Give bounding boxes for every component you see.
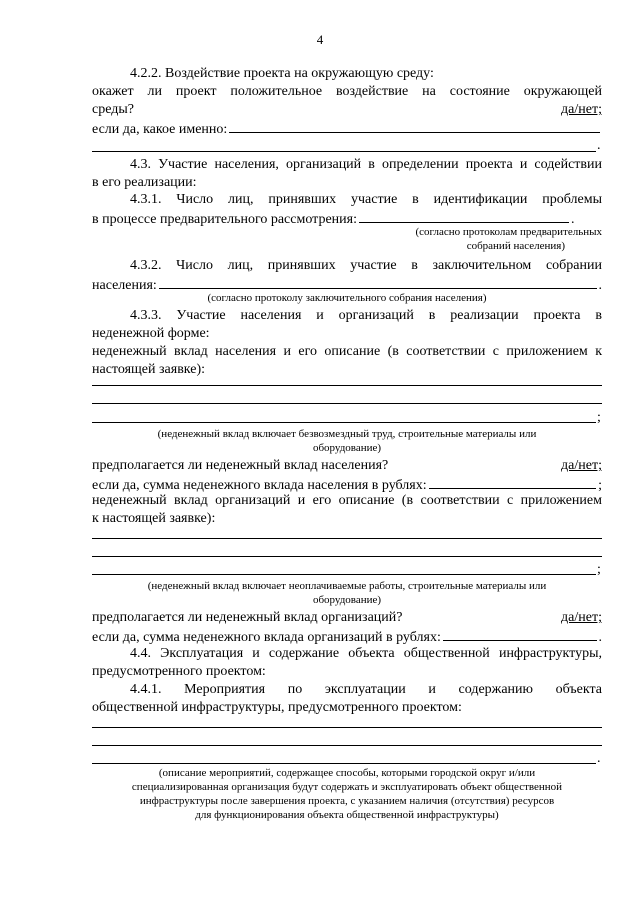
org-sum-label: если да, сумма неденежного вклада организаций в рублях: <box>92 630 441 645</box>
org-desc-line[interactable] <box>92 556 602 557</box>
semicolon: ; <box>597 562 601 577</box>
org-desc-line[interactable] <box>92 538 602 539</box>
population-sum-label: если да, сумма неденежного вклада населения в рублях: <box>92 478 427 493</box>
measures-note-line3: инфраструктуры после завершения проекта, с указанием наличия (отсутствия) ресурсов <box>139 795 555 807</box>
population-desc-line[interactable] <box>92 422 596 423</box>
yes-no-option: да/нет; <box>561 610 602 625</box>
section-4-4-heading-end: предусмотренного проектом: <box>92 664 266 679</box>
section-4-4-1-line2: общественной инфраструктуры, предусмотренного проектом: <box>92 700 462 715</box>
population-note-line2: оборудование) <box>312 442 382 454</box>
org-question: предполагается ли неденежный вклад организаций? <box>92 610 403 625</box>
population-sum-blank[interactable] <box>429 475 597 489</box>
if-yes-which-row <box>92 119 602 138</box>
note-protocols-line1: (согласно протоколам предварительных <box>415 226 602 238</box>
section-4-2-2-question: окажет ли проект положительное воздействие на состояние окружающей <box>92 84 602 99</box>
final-meeting-count-blank[interactable] <box>159 275 597 289</box>
section-4-3-1-line1: 4.3.1. Число лиц, принявших участие в идентификации проблемы <box>130 192 602 207</box>
section-4-3-3-line2: неденежной форме: <box>92 326 210 341</box>
section-4-3-2-line2: населения: <box>92 278 157 293</box>
measures-line[interactable] <box>92 763 596 764</box>
org-contribution-desc-end: к настоящей заявке): <box>92 511 216 526</box>
page-number: 4 <box>316 32 324 47</box>
population-question: предполагается ли неденежный вклад населения? <box>92 458 389 473</box>
yes-no-option: да/нет; <box>561 458 602 473</box>
end-dot: . <box>570 212 575 227</box>
population-contribution-desc-end: настоящей заявке): <box>92 362 206 377</box>
population-desc-line[interactable] <box>92 403 602 404</box>
end-dot: . <box>597 138 601 153</box>
yes-no-option: да/нет; <box>561 102 602 117</box>
section-4-4-1-line1: 4.4.1. Мероприятия по эксплуатации и содержанию объекта <box>130 682 602 697</box>
section-4-4-heading: 4.4. Эксплуатация и содержание объекта общественной инфраструктуры, <box>130 646 602 661</box>
org-desc-line[interactable] <box>92 574 596 575</box>
end-dot: . <box>598 630 602 645</box>
population-note-line1: (неденежный вклад включает безвозмездный труд, строительные материалы или <box>157 428 537 440</box>
org-contribution-desc: неденежный вклад организаций и его описание (в соответствии с приложением <box>92 493 602 508</box>
measures-note-line4: для функционирования объекта общественной инфраструктуры) <box>195 809 499 821</box>
population-contribution-desc: неденежный вклад населения и его описание (в соответствии с приложением к <box>92 344 602 359</box>
section-4-3-2-line1: 4.3.2. Число лиц, принявших участие в заключительном собрании <box>130 258 602 273</box>
end-dot: . <box>598 278 602 293</box>
if-yes-label: если да, какое именно: <box>92 122 228 137</box>
measures-note-line2: специализированная организация будут содержать и эксплуатировать объект общественной <box>131 781 563 793</box>
section-4-2-2-question-end: среды? <box>92 102 134 117</box>
org-sum-blank[interactable] <box>443 627 597 641</box>
semicolon: ; <box>597 410 601 425</box>
note-final-protocol: (согласно протоколу заключительного собрания населения) <box>207 292 487 304</box>
org-sum-row <box>92 627 602 646</box>
section-4-3-heading-end: в его реализации: <box>92 175 197 190</box>
section-4-3-1-line2: в процессе предварительного рассмотрения: <box>92 212 357 227</box>
semicolon: ; <box>598 478 602 493</box>
note-protocols-line2: собраний населения) <box>466 240 565 252</box>
measures-line[interactable] <box>92 727 602 728</box>
answer-line[interactable] <box>92 151 596 152</box>
section-4-3-3-line1: 4.3.3. Участие населения и организаций в реализации проекта в <box>130 308 602 323</box>
section-4-3-heading: 4.3. Участие населения, организаций в определении проекта и содействии <box>130 157 602 172</box>
participants-count-blank[interactable] <box>359 209 569 223</box>
answer-blank[interactable] <box>229 119 600 133</box>
population-desc-line[interactable] <box>92 385 602 386</box>
end-dot: . <box>597 751 601 766</box>
section-4-2-2-heading: 4.2.2. Воздействие проекта на окружающую среду: <box>130 66 434 81</box>
measures-note-line1: (описание мероприятий, содержащее способы, которыми городской округ и/или <box>158 767 536 779</box>
org-note-line1: (неденежный вклад включает неоплачиваемые работы, строительные материалы или <box>147 580 547 592</box>
measures-line[interactable] <box>92 745 602 746</box>
org-note-line2: оборудование) <box>312 594 382 606</box>
